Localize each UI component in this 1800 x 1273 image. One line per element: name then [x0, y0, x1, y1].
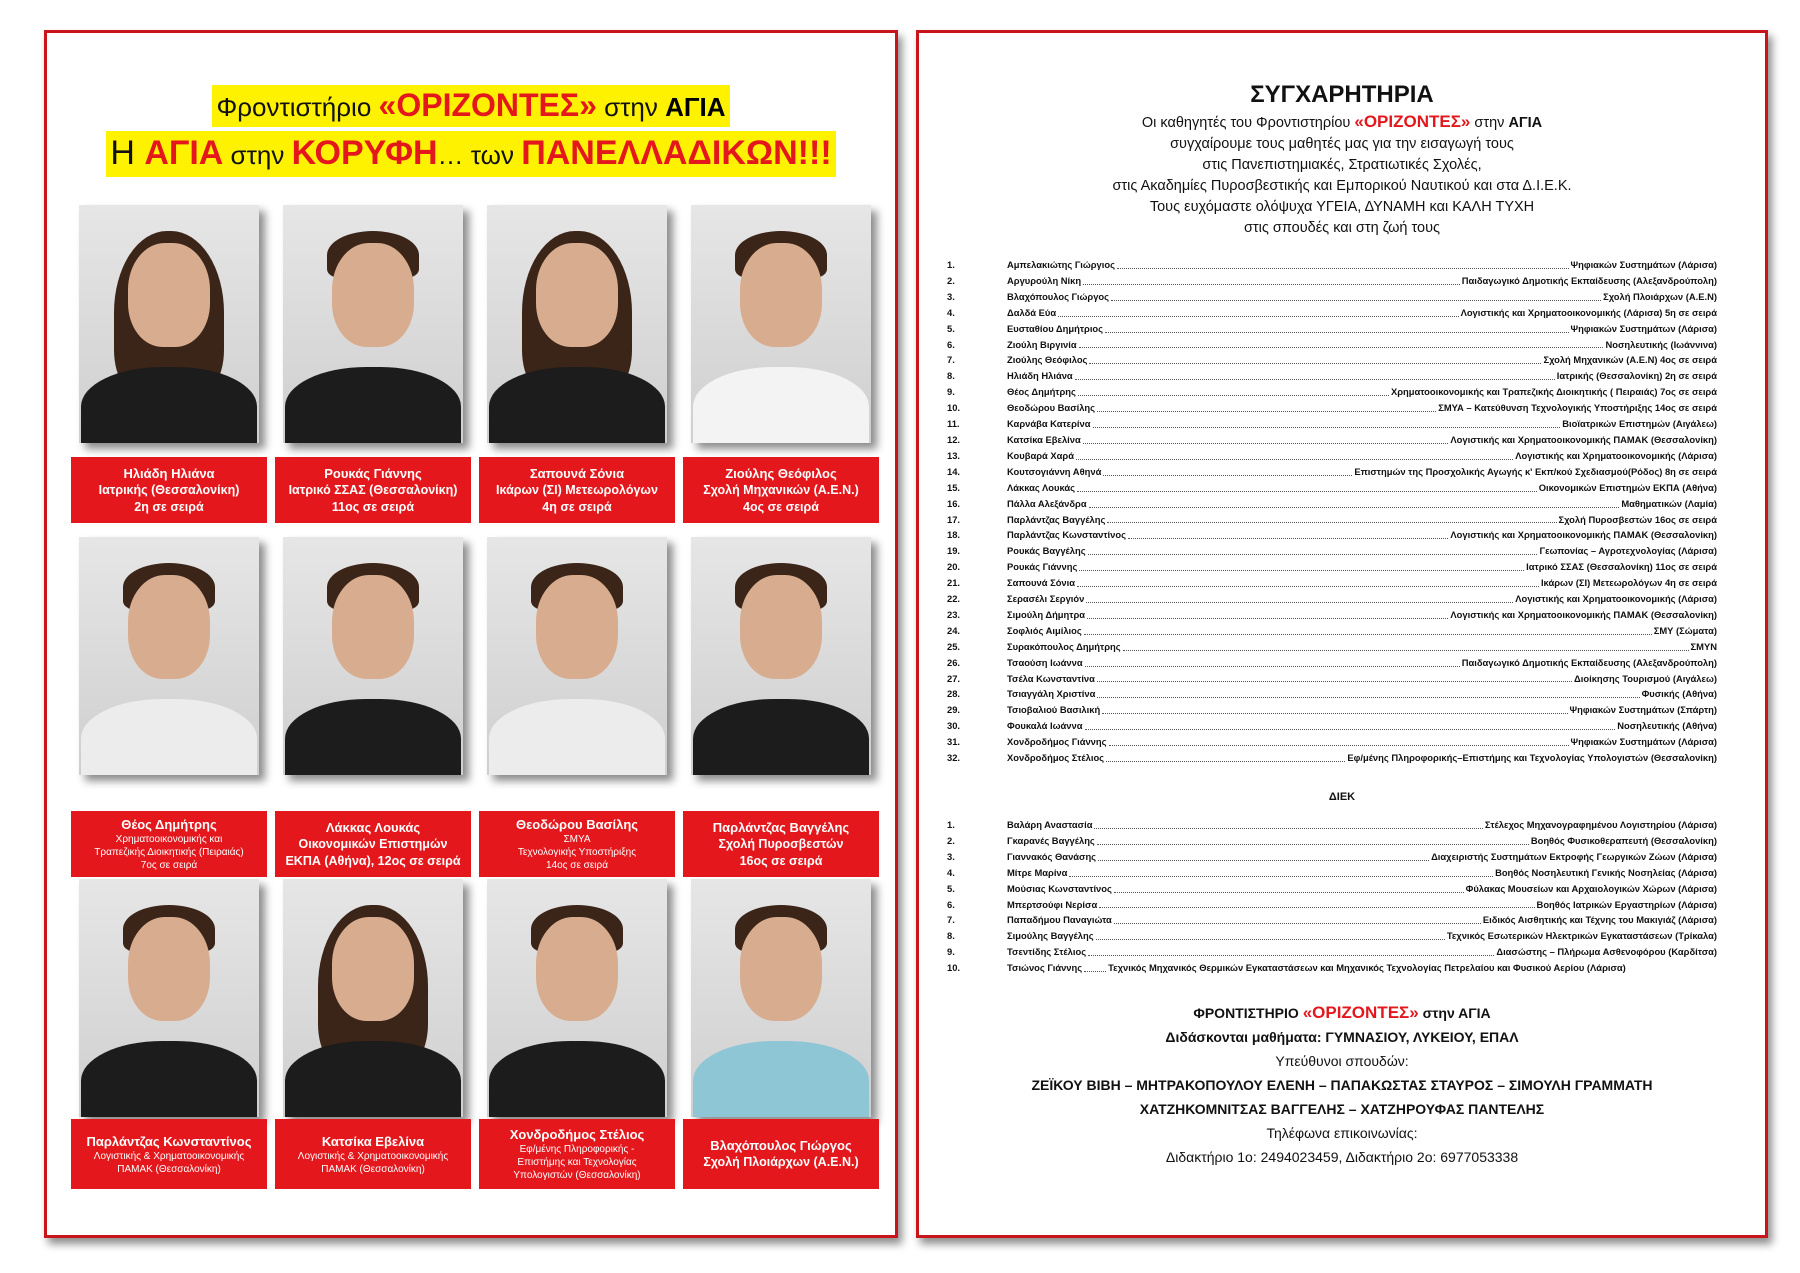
leader-dots [1099, 907, 1534, 908]
student-school-line: Σχολή Πλοιάρχων (Α.Ε.Ν.) [703, 1155, 859, 1169]
student-caption [479, 1119, 675, 1189]
list-item [947, 496, 1717, 512]
student-name: Λάκκας Λουκάς [325, 819, 421, 835]
list-item-school: Λογιστικής και Χρηματοοικονομικής ΠΑΜΑΚ (Θεσσαλονίκη) [1450, 529, 1717, 541]
list-item-name: Καρνάβα Κατερίνα [1007, 418, 1091, 430]
list-item-name: Τσέλα Κωνσταντίνα [1007, 672, 1095, 684]
list-item-name: Φουκαλά Ιωάννα [1007, 720, 1083, 732]
student-portrait-photo [691, 537, 871, 775]
list-item [947, 400, 1717, 416]
list-item-school: Γεωπονίας – Αγροτεχνολογίας (Λάρισα) [1539, 545, 1717, 557]
list-item-name: Παρλάντζας Βαγγέλης [1007, 513, 1106, 525]
list-item [947, 384, 1717, 400]
list-item-name: Σιμούλη Δήμητρα [1007, 608, 1086, 620]
student-caption [275, 1119, 471, 1189]
student-caption [71, 811, 267, 877]
student-name: Θέος Δημήτρης [121, 817, 217, 832]
leader-dots [1114, 923, 1481, 924]
list-item-number: 30. [947, 720, 961, 732]
list-item-number: 7. [947, 354, 955, 366]
list-item-name: Γκαρανές Βαγγέλης [1007, 834, 1095, 846]
leader-dots [1107, 522, 1556, 523]
list-item [947, 865, 1717, 881]
list-item-number: 12. [947, 433, 961, 445]
list-item [947, 897, 1717, 913]
leader-dots [1093, 427, 1561, 428]
list-item [947, 655, 1717, 671]
left-poster-panel [44, 30, 898, 1238]
student-caption [683, 1119, 879, 1189]
list-item-number: 26. [947, 656, 961, 668]
list-item [947, 750, 1717, 766]
list-item-name: Χονδροδήμος Στέλιος [1007, 752, 1105, 764]
student-school-line: 14ος σε σειρά [545, 860, 608, 871]
list-item [947, 368, 1717, 384]
leader-dots [1076, 459, 1513, 460]
list-item-name: Ρουκάς Βαγγέλης [1007, 545, 1086, 557]
student-school-line: 4η σε σειρά [542, 499, 612, 514]
header-line-2: Η ΑΓΙΑ στην ΚΟΡΥΦΗ… των ΠΑΝΕΛΛΑΔΙΚΩΝ!!! [106, 131, 835, 177]
list-item-school: Ικάρων (ΣΙ) Μετεωρολόγων 4η σε σειρά [1540, 577, 1717, 589]
leader-dots [1109, 745, 1569, 746]
student-school-line: Τεχνολογικής Υποστήριξης [517, 847, 637, 858]
list-item-school: Ιατρικό ΣΣΑΣ (Θεσσαλονίκη) 11ος σε σειρά [1526, 561, 1717, 573]
leader-dots [1077, 586, 1539, 587]
list-item-school: Λογιστικής και Χρηματοοικονομικής (Λάρισα) [1515, 593, 1717, 605]
list-item-name: Σιμούλης Βαγγέλης [1007, 930, 1094, 942]
list-item [947, 960, 1717, 976]
list-item-name: Θεοδώρου Βασίλης [1007, 402, 1096, 414]
student-school-line: 7ος σε σειρά [140, 860, 198, 871]
student-name: Παρλάντζας Κωνσταντίνος [86, 1133, 252, 1149]
list-item [947, 686, 1717, 702]
list-item-school: Βοηθός Φυσικοθεραπευτή (Θεσσαλονίκη) [1530, 834, 1717, 846]
list-item-name: Γιαννακός Θανάσης [1007, 850, 1097, 862]
list-item-number: 23. [947, 608, 961, 620]
list-item [947, 718, 1717, 734]
student-school-line: ΣΜΥΑ [563, 834, 591, 845]
list-item-name: Μπερτσούφι Νερίσα [1007, 898, 1098, 910]
leader-dots [1097, 844, 1529, 845]
student-portrait-photo [283, 205, 463, 443]
list-item-school: Ειδικός Αισθητικής και Τέχνης του Μακιγιάζ (Λάρισα) [1482, 914, 1717, 926]
list-item-number: 10. [947, 402, 961, 414]
list-item-name: Ρουκάς Γιάννης [1007, 561, 1078, 573]
list-item-number: 6. [947, 338, 955, 350]
leader-dots [1075, 379, 1555, 380]
list-item-name: Τσεντίδης Στέλιος [1007, 946, 1087, 958]
list-item-name: Ζιούλη Βιργινία [1007, 338, 1077, 350]
diek-admissions-list [947, 817, 1717, 976]
list-item-name: Αμπελακιώτης Γιώργιος [1007, 259, 1115, 270]
diek-title: ΔΙΕΚ [1328, 791, 1356, 803]
list-item-school: Ιατρικής (Θεσσαλονίκη) 2η σε σειρά [1556, 370, 1717, 382]
leader-dots [1083, 443, 1449, 444]
list-item-school: Παιδαγωγικό Δημοτικής Εκπαίδευσης (Αλεξανδρούπολη) [1461, 656, 1717, 668]
leader-dots [1097, 411, 1436, 412]
list-item [947, 257, 1717, 273]
student-school-line: ΕΚΠΑ (Αθήνα), 12ος σε σειρά [285, 853, 461, 868]
list-item [947, 543, 1717, 559]
student-name: Παρλάντζας Βαγγέλης [712, 819, 850, 835]
header-line-1: Φροντιστήριο «ΟΡΙΖΟΝΤΕΣ» στην ΑΓΙΑ [212, 85, 729, 127]
list-item-name: Τσιώνος Γιάννης [1007, 962, 1083, 974]
university-admissions-list [947, 257, 1717, 766]
list-item [947, 928, 1717, 944]
list-item-number: 27. [947, 672, 961, 684]
list-item-name: Ευσταθίου Δημήτριος [1007, 322, 1104, 334]
list-item [947, 944, 1717, 960]
list-item [947, 432, 1717, 448]
list-item-school: ΣΜΥΝ [1690, 640, 1717, 652]
list-item-number: 15. [947, 481, 961, 493]
list-item-school: Ψηφιακών Συστημάτων (Λάρισα) [1570, 259, 1717, 270]
student-school-line: Οικονομικών Επιστημών [298, 836, 448, 851]
leader-dots [1088, 554, 1538, 555]
list-item-number: 11. [947, 418, 960, 430]
student-school-line: 2η σε σειρά [134, 499, 204, 514]
list-item-school: Φυσικής (Αθήνα) [1641, 688, 1717, 700]
student-school-line: Τραπεζικής Διοικητικής (Πειραιάς) [94, 847, 244, 858]
list-item-school: Σχολή Πυροσβεστών 16ος σε σειρά [1558, 513, 1717, 525]
list-item-name: Βαλάρη Αναστασία [1007, 819, 1093, 830]
student-caption [683, 811, 879, 877]
list-item-number: 3. [947, 290, 955, 302]
student-portrait-photo [79, 205, 259, 443]
list-item-number: 3. [947, 850, 955, 862]
list-item [947, 305, 1717, 321]
leader-dots [1114, 892, 1464, 893]
student-school-line: Ιατρικής (Θεσσαλονίκη) [98, 482, 240, 497]
leader-dots [1111, 300, 1601, 301]
list-item [947, 833, 1717, 849]
list-item-name: Κουβαρά Χαρά [1007, 449, 1074, 461]
list-item-number: 14. [947, 465, 961, 477]
list-item-name: Πάλλα Αλεξάνδρα [1007, 497, 1087, 509]
list-item [947, 734, 1717, 750]
list-item-number: 32. [947, 752, 961, 764]
leader-dots [1085, 666, 1460, 667]
list-item-school: Φύλακας Μουσείων και Αρχαιολογικών Χώρων (Λάρισα) [1465, 882, 1717, 894]
list-item-number: 4. [947, 866, 955, 878]
leader-dots [1102, 713, 1567, 714]
leader-dots [1083, 284, 1460, 285]
list-item-number: 16. [947, 497, 961, 509]
student-school-line: Ικάρων (ΣΙ) Μετεωρολόγων [496, 482, 658, 497]
leader-dots [1106, 761, 1345, 762]
list-item-name: Κουτσογιάννη Αθηνά [1007, 465, 1102, 477]
list-item [947, 527, 1717, 543]
student-school-line: Υπολογιστών (Θεσσαλονίκη) [513, 1170, 641, 1181]
list-item [947, 671, 1717, 687]
student-school-line: Λογιστικής & Χρηματοοικονομικής [93, 1150, 245, 1162]
leader-dots [1079, 347, 1604, 348]
list-item-school: Εφ/μένης Πληροφορικής–Επιστήμης και Τεχνολογίας Υπολογιστών (Θεσσαλονίκη) [1347, 752, 1717, 764]
list-item-number: 20. [947, 561, 961, 573]
list-item [947, 464, 1717, 480]
student-name: Χονδροδήμος Στέλιος [509, 1127, 645, 1142]
leader-dots [1079, 570, 1524, 571]
list-item [947, 352, 1717, 368]
student-school-line: 4ος σε σειρά [743, 499, 819, 514]
list-item-name: Βλαχόπουλος Γιώργος [1007, 290, 1110, 302]
list-item-name: Ηλιάδη Ηλιάνα [1007, 370, 1073, 382]
list-item-school: Παιδαγωγικό Δημοτικής Εκπαίδευσης (Αλεξανδρούπολη) [1461, 274, 1717, 286]
list-item [947, 702, 1717, 718]
list-item [947, 639, 1717, 655]
list-item-school: Ψηφιακών Συστημάτων (Σπάρτη) [1569, 704, 1717, 716]
student-school-line: Λογιστικής & Χρηματοοικονομικής [297, 1150, 449, 1162]
student-school-line: Χρηματοοικονομικής και [115, 834, 223, 845]
list-item-school: Διαχειριστής Συστημάτων Εκτροφής Γεωργικών Ζώων (Λάρισα) [1431, 850, 1717, 862]
list-item [947, 607, 1717, 623]
list-item-number: 21. [947, 577, 961, 589]
student-school-line: 11ος σε σειρά [331, 499, 415, 514]
list-item-school: Λογιστικής και Χρηματοοικονομικής (Λάρισα) [1515, 449, 1717, 461]
student-portrait-photo [79, 879, 259, 1117]
student-school-line: ΠΑΜΑΚ (Θεσσαλονίκη) [117, 1163, 221, 1175]
list-item-number: 10. [947, 962, 961, 974]
list-item-school: Τεχνικός Μηχανικός Θερμικών Εγκαταστάσεων και Μηχανικός Τεχνολογίας Πετρελαίου και Φυσικού Αερίου (Λάρισα) [1108, 962, 1626, 974]
student-school-line: 16ος σε σειρά [739, 853, 823, 868]
list-item [947, 480, 1717, 496]
leader-dots [1058, 316, 1458, 317]
leader-dots [1069, 876, 1493, 877]
list-item-school: ΣΜΥΑ – Κατεύθυνση Τεχνολογικής Υποστήριξης 14ος σε σειρά [1438, 402, 1717, 414]
student-portrait-photo [79, 537, 259, 775]
list-item-school: Διασώστης – Πλήρωμα Ασθενοφόρου (Καρδίτσα) [1496, 946, 1717, 958]
list-item-name: Κατσίκα Εβελίνα [1007, 433, 1081, 445]
contact-footer: ΦΡΟΝΤΙΣΤΗΡΙΟ «ΟΡΙΖΟΝΤΕΣ» στην ΑΓΙΑ Διδάσκονται μαθήματα: ΓΥΜΝΑΣΙΟΥ, ΛΥΚΕΙΟΥ, ΕΠΑΛ Υπεύθυνοι σπουδών: ΖΕΪΚΟΥ ΒΙΒΗ – ΜΗΤΡΑΚΟΠΟΥΛΟΥ ΕΛΕΝΗ – ΠΑΠΑΚΩΣΤΑΣ ΣΤΑΥΡΟΣ – ΣΙΜΟΥΛΗ ΓΡΑΜΜΑΤΗ ΧΑΤΖΗΚΟΜΝΙΤΣΑΣ ΒΑΓΓΕΛΗΣ – ΧΑΤΖΗΡΟΥΦΑΣ ΠΑΝΤΕΛΗΣ Τηλέφωνα επικοινωνίας: Διδακτήριο 1ο: 2494023459, Διδακτήριο 2ο: 6977053338 [919, 1001, 1765, 1169]
congrats-title: ΣΥΓΧΑΡΗΤΗΡΙΑ [1250, 81, 1434, 108]
list-item-number: 9. [947, 386, 955, 398]
student-caption [71, 457, 267, 523]
leader-dots [1078, 395, 1389, 396]
list-item-school: Λογιστικής και Χρηματοοικονομικής ΠΑΜΑΚ (Θεσσαλονίκη) [1450, 433, 1717, 445]
congrats-intro: Οι καθηγητές του Φροντιστηρίου «ΟΡΙΖΟΝΤΕΣ» στην ΑΓΙΑ συγχαίρουμε τους μαθητές μας για την εισαγωγή τους στις Πανεπιστημιακές, Στρατιωτικές Σχολές, στις Ακαδημίες Πυροσβεστικής και Εμπορικού Ναυτικού και στα Δ.Ι.Ε.Κ. Τους ευχόμαστε ολόψυχα ΥΓΕΙΑ, ΔΥΝΑΜΗ και ΚΑΛΗ ΤΥΧΗ στις σπουδές και στη ζωή τους [1112, 112, 1572, 236]
leader-dots [1087, 618, 1448, 619]
list-item-number: 29. [947, 704, 961, 716]
list-item-number: 28. [947, 688, 961, 700]
list-item-name: Δαλδά Εύα [1007, 306, 1057, 318]
list-item-number: 8. [947, 930, 955, 942]
list-item-name: Τσιοβαλιού Βασιλική [1007, 704, 1101, 716]
leader-dots [1103, 475, 1352, 476]
list-item-number: 19. [947, 545, 961, 557]
list-item-name: Τσαούση Ιωάννα [1007, 656, 1083, 668]
student-school-line: Σχολή Μηχανικών (Α.Ε.Ν.) [703, 482, 859, 497]
student-name: Ηλιάδη Ηλιάνα [123, 465, 215, 481]
list-item [947, 448, 1717, 464]
list-item-number: 1. [947, 259, 955, 270]
list-item-school: Νοσηλευτικής (Αθήνα) [1617, 720, 1717, 732]
list-item [947, 321, 1717, 337]
leader-dots [1117, 268, 1569, 269]
list-item-name: Σοφλιός Αιμίλιος [1007, 624, 1082, 636]
student-school-line: Ιατρικό ΣΣΑΣ (Θεσσαλονίκη) [288, 482, 458, 497]
list-item-school: Βοηθός Ιατρικών Εργαστηρίων (Λάρισα) [1536, 898, 1717, 910]
list-item-school: Σχολή Πλοιάρχων (Α.Ε.Ν) [1603, 290, 1717, 302]
list-item-school: Διοίκησης Τουρισμού (Αιγάλεω) [1574, 672, 1717, 684]
student-name: Θεοδώρου Βασίλης [515, 817, 639, 832]
list-item-school: Στέλεχος Μηχανογραφημένου Λογιστηρίου (Λάρισα) [1484, 819, 1717, 830]
list-item-name: Μούσιας Κωνσταντίνος [1007, 882, 1112, 894]
student-caption [71, 1119, 267, 1189]
leader-dots [1098, 860, 1429, 861]
list-item [947, 591, 1717, 607]
student-name: Σαπουνά Σόνια [529, 465, 625, 481]
leader-dots [1089, 363, 1541, 364]
list-item-number: 6. [947, 898, 955, 910]
student-caption [479, 811, 675, 877]
student-caption [275, 457, 471, 523]
student-portrait-photo [283, 537, 463, 775]
student-caption [479, 457, 675, 523]
list-item [947, 817, 1717, 833]
list-item-school: Επιστημών της Προσχολικής Αγωγής κ' Εκπ/κού Σχεδιασμού(Ρόδος) 8η σε σειρά [1354, 465, 1717, 477]
list-item-number: 22. [947, 593, 961, 605]
list-item [947, 912, 1717, 928]
leader-dots [1128, 538, 1448, 539]
list-item-number: 2. [947, 834, 955, 846]
list-item [947, 623, 1717, 639]
list-item [947, 289, 1717, 305]
student-name: Ζιούλης Θεόφιλος [725, 465, 837, 481]
student-name: Βλαχόπουλος Γιώργος [710, 1138, 852, 1153]
leader-dots [1097, 681, 1572, 682]
list-item [947, 512, 1717, 528]
student-caption [683, 457, 879, 523]
list-item-name: Παρλάντζας Κωνσταντίνος [1007, 529, 1126, 541]
leader-dots [1089, 507, 1620, 508]
list-item-number: 7. [947, 914, 955, 926]
list-item [947, 881, 1717, 897]
student-portrait-photo [487, 205, 667, 443]
list-item-number: 5. [947, 322, 955, 334]
list-item-school: Ψηφιακών Συστημάτων (Λάρισα) [1570, 322, 1717, 334]
phone-numbers: Διδακτήριο 1ο: 2494023459, Διδακτήριο 2ο: 6977053338 [1165, 1149, 1519, 1165]
leader-dots [1088, 955, 1494, 956]
right-congrats-panel [916, 30, 1768, 1238]
list-item-number: 4. [947, 306, 955, 318]
leader-dots [1077, 491, 1537, 492]
leader-dots [1096, 939, 1445, 940]
list-item-number: 25. [947, 640, 961, 652]
leader-dots [1084, 971, 1106, 972]
list-item-school: Βοηθός Νοσηλευτική Γενικής Νοσηλείας (Λάρισα) [1495, 866, 1717, 878]
leader-dots [1097, 697, 1639, 698]
list-item-number: 17. [947, 513, 961, 525]
leader-dots [1084, 634, 1652, 635]
list-item-name: Λάκκας Λουκάς [1007, 481, 1076, 493]
list-item-school: Τεχνικός Εσωτερικών Ηλεκτρικών Εγκαταστάσεων (Τρίκαλα) [1446, 930, 1717, 942]
list-item-school: Βιοϊατρικών Επιστημών (Αιγάλεω) [1562, 418, 1717, 430]
student-name: Ρουκάς Γιάννης [324, 465, 422, 481]
list-item-school: Οικονομικών Επιστημών ΕΚΠΑ (Αθήνα) [1538, 481, 1717, 493]
student-school-line: ΠΑΜΑΚ (Θεσσαλονίκη) [321, 1163, 425, 1175]
student-portrait-photo [487, 879, 667, 1117]
list-item [947, 559, 1717, 575]
list-item-number: 5. [947, 882, 955, 894]
list-item [947, 575, 1717, 591]
list-item-school: Σχολή Μηχανικών (Α.Ε.Ν) 4ος σε σειρά [1543, 354, 1717, 366]
leader-dots [1086, 602, 1513, 603]
student-school-line: Σχολή Πυροσβεστών [718, 836, 844, 851]
list-item-name: Ζιούλης Θεόφιλος [1007, 354, 1088, 366]
list-item-name: Παπαδήμου Παναγιώτα [1007, 914, 1112, 926]
list-item-school: Λογιστικής και Χρηματοοικονομικής (Λάρισα) 5η σε σειρά [1460, 306, 1717, 318]
student-portrait-photo [691, 205, 871, 443]
poster-header [47, 85, 895, 177]
list-item-number: 24. [947, 624, 961, 636]
list-item-number: 18. [947, 529, 961, 541]
list-item-name: Θέος Δημήτρης [1007, 386, 1076, 398]
list-item-name: Συρακόπουλος Δημήτρης [1007, 640, 1121, 652]
list-item-name: Τσιαγγάλη Χριστίνα [1007, 688, 1096, 700]
list-item [947, 337, 1717, 353]
list-item-name: Μίτρε Μαρίνα [1007, 866, 1068, 878]
list-item-number: 8. [947, 370, 955, 382]
list-item [947, 416, 1717, 432]
leader-dots [1123, 650, 1689, 651]
student-school-line: Εφ/μένης Πληροφορικής - [519, 1144, 635, 1155]
student-portrait-photo [691, 879, 871, 1117]
list-item-name: Σερασέλι Σεργιόν [1007, 593, 1085, 605]
student-portrait-photo [283, 879, 463, 1117]
list-item-school: ΣΜΥ (Σώματα) [1653, 624, 1717, 636]
list-item-school: Ψηφιακών Συστημάτων (Λάρισα) [1570, 736, 1717, 748]
list-item-name: Σαπουνά Σόνια [1007, 577, 1076, 589]
list-item [947, 849, 1717, 865]
leader-dots [1105, 332, 1569, 333]
leader-dots [1085, 729, 1616, 730]
student-name: Κατσίκα Εβελίνα [321, 1133, 425, 1149]
student-school-line: Επιστήμης και Τεχνολογίας [517, 1157, 637, 1168]
list-item [947, 273, 1717, 289]
list-item-name: Αργυρούλη Νίκη [1007, 274, 1082, 286]
list-item-school: Μαθηματικών (Λαμία) [1621, 497, 1717, 509]
list-item-number: 1. [947, 819, 955, 830]
list-item-number: 2. [947, 274, 955, 286]
list-item-school: Νοσηλευτικής (Ιωάννινα) [1605, 338, 1717, 350]
list-item-school: Λογιστικής και Χρηματοοικονομικής ΠΑΜΑΚ (Θεσσαλονίκη) [1450, 608, 1717, 620]
student-caption [275, 811, 471, 877]
list-item-number: 31. [947, 736, 961, 748]
list-item-school: Χρηματοοικονομικής και Τραπεζικής Διοικητικής ( Πειραιάς) 7ος σε σειρά [1390, 386, 1717, 398]
list-item-name: Χονδροδήμος Γιάννης [1007, 736, 1107, 748]
student-portrait-photo [487, 537, 667, 775]
leader-dots [1094, 828, 1482, 829]
list-item-number: 9. [947, 946, 955, 958]
list-item-number: 13. [947, 449, 961, 461]
